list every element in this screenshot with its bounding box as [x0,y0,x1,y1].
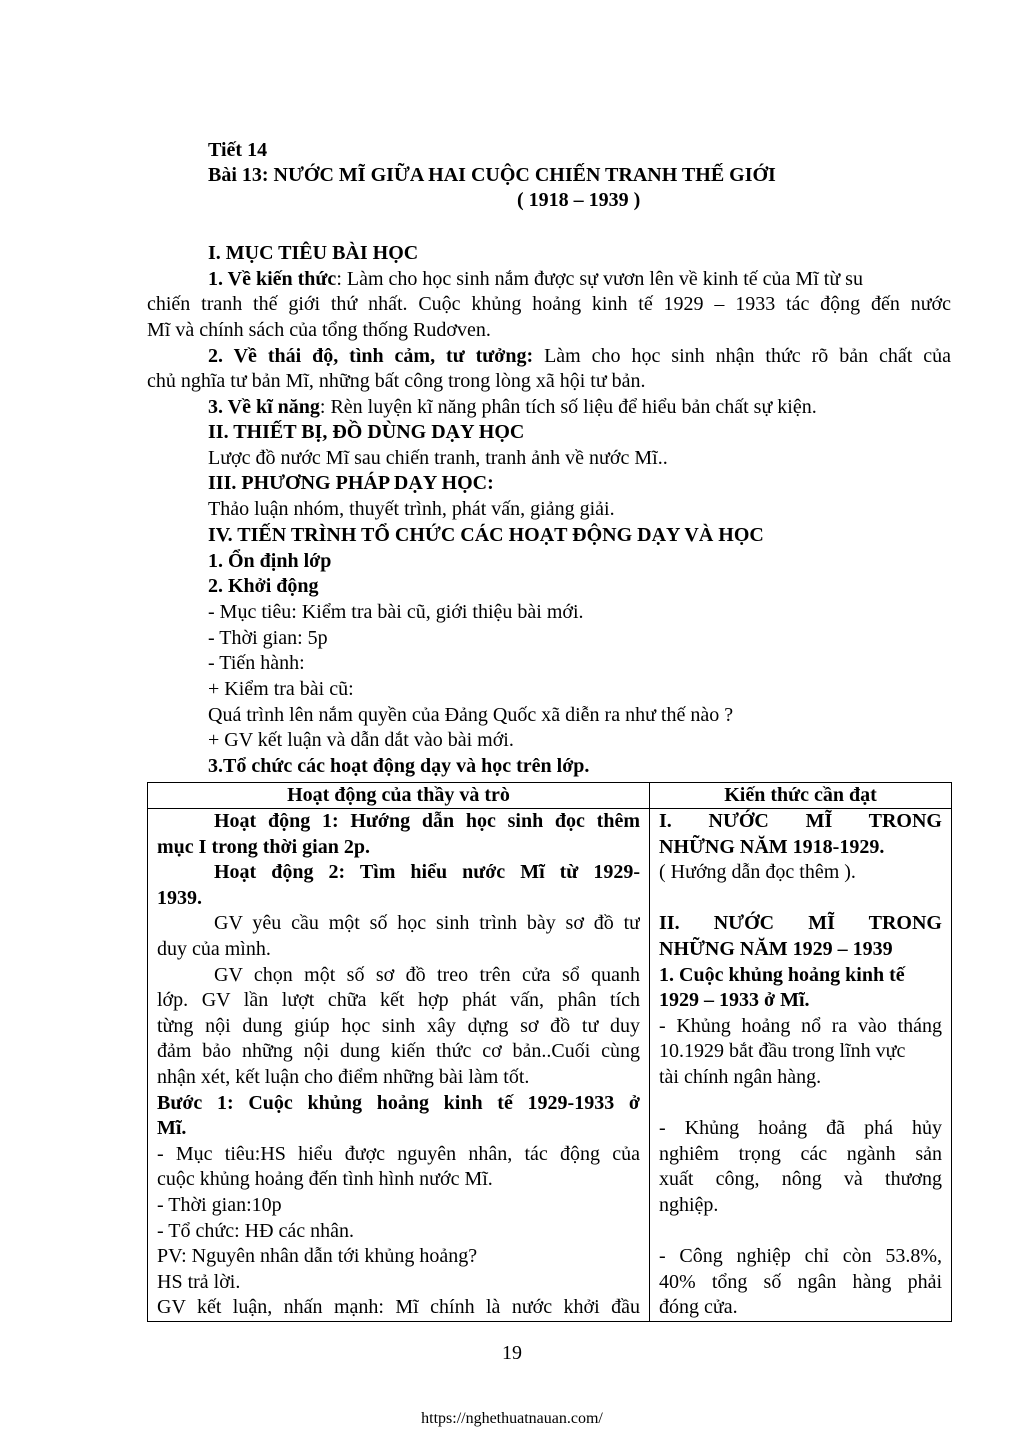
knowledge-cell [650,809,952,1322]
step-class-stabilize: 1. Ổn định lớp [208,550,332,572]
left-line: GV chọn một số sơ đồ treo trên cửa sổ quanh [214,963,640,986]
attitude-text-2: chủ nghĩa tư bản Mĩ, những bất công trong lòng xã hội tư bản. [147,370,646,392]
warmup-time: - Thời gian: 5p [208,627,328,649]
attitude-paragraph-line1 [208,344,951,369]
knowledge-text-2: chiến tranh thế giới thứ nhất. Cuộc khủng hoảng kinh tế 1929 – 1933 tác động đến nước [147,293,951,315]
section-methods-heading: III. PHƯƠNG PHÁP DẠY HỌC: [208,472,494,494]
left-line: từng nội dung giúp học sinh xây dựng sơ đồ tư duy [157,1014,640,1037]
step-warmup: 2. Khởi động [208,575,319,597]
skill-text: : Rèn luyện kĩ năng phân tích số liệu để hiểu bản chất sự kiện. [319,396,817,418]
lesson-activities-table [147,782,952,1322]
table-header-row [148,783,952,809]
right-spacer [659,1091,942,1117]
right-line: - Khủng hoảng nổ ra vào tháng [659,1014,942,1037]
right-line: - Công nghiệp chỉ còn 53.8%, [659,1245,942,1268]
left-line: - Thời gian:10p [157,1193,282,1216]
warmup-check: + Kiểm tra bài cũ: [208,678,354,700]
left-line: Bước 1: Cuộc khủng hoảng kinh tế 1929-1933 ở [157,1091,640,1114]
knowledge-text-1: : Làm cho học sinh nắm được sự vươn lên về kinh tế của Mĩ từ su [336,268,863,290]
table-row [148,809,952,1322]
warmup-goal: - Mục tiêu: Kiểm tra bài cũ, giới thiệu bài mới. [208,601,584,623]
skill-paragraph [208,395,817,420]
methods-text: Thảo luận nhóm, thuyết trình, phát vấn, giảng giải. [208,498,615,520]
warmup-process: - Tiến hành: [208,652,305,674]
left-line: 1939. [157,886,202,909]
right-line: tài chính ngân hàng. [659,1065,822,1088]
left-line: - Tổ chức: HĐ các nhân. [157,1219,355,1242]
right-line: ( Hướng dẫn đọc thêm ). [659,861,856,884]
left-line: lớp. GV lần lượt chữa kết hợp phát vấn, phân tích [157,989,640,1012]
left-line: HS trả lời. [157,1270,241,1293]
left-line: cuộc khủng hoảng đến tình hình nước Mĩ. [157,1168,493,1191]
section-objectives-heading: I. MỤC TIÊU BÀI HỌC [208,242,419,264]
right-line: nghiêm trọng các ngành sản [659,1142,942,1165]
right-line: 1929 – 1933 ở Mĩ. [659,989,810,1012]
warmup-conclusion: + GV kết luận và dẫn dắt vào bài mới. [208,729,514,751]
left-line: duy của mình. [157,937,271,960]
right-line: 10.1929 bắt đầu trong lĩnh vực [659,1040,906,1063]
knowledge-label: 1. Về kiến thức [208,268,337,290]
period-label: Tiết 14 [208,139,268,161]
attitude-text-1: Làm cho học sinh nhận thức rõ bản chất của [533,345,951,367]
right-line: NHỮNG NĂM 1929 – 1939 [659,937,893,960]
left-line: mục I trong thời gian 2p. [157,835,370,858]
right-line: - Khủng hoảng đã phá hủy [659,1117,942,1140]
right-line: 40% tổng số ngân hàng phải [659,1270,942,1293]
section-process-heading: IV. TIẾN TRÌNH TỔ CHỨC CÁC HOẠT ĐỘNG DẠY VÀ HỌC [208,524,764,546]
footer-url[interactable]: https://nghethuatnauan.com/ [421,1410,603,1427]
right-line: nghiệp. [659,1193,719,1216]
section-equipment-heading: II. THIẾT BỊ, ĐỒ DÙNG DẠY HỌC [208,421,525,443]
equipment-text: Lược đồ nước Mĩ sau chiến tranh, tranh ảnh về nước Mĩ.. [208,447,668,469]
right-line: 1. Cuộc khủng hoảng kinh tế [659,963,905,986]
right-line: I. NƯỚC MĨ TRONG [659,810,942,832]
left-line: GV yêu cầu một số học sinh trình bày sơ đồ tư [214,912,640,935]
col-header-activities: Hoạt động của thầy và trò [148,783,650,809]
attitude-label: 2. Về thái độ, tình cảm, tư tưởng: [208,345,534,367]
warmup-question: Quá trình lên nắm quyền của Đảng Quốc xã diễn ra như thế nào ? [208,704,734,726]
right-spacer [659,886,942,912]
lesson-years: ( 1918 – 1939 ) [517,189,641,211]
left-line: đảm bảo những nội dung kiến thức cơ bản..Cuối cùng [157,1040,640,1063]
left-line: - Mục tiêu:HS hiểu được nguyên nhân, tác động của [157,1142,640,1165]
skill-label: 3. Về kĩ năng [208,396,320,418]
right-line: xuất công, nông và thương [659,1168,942,1191]
step-class-activities: 3.Tổ chức các hoạt động dạy và học trên lớp. [208,755,590,777]
left-line: Hoạt động 1: Hướng dẫn học sinh đọc thêm [214,810,640,832]
left-line: nhận xét, kết luận cho điểm những bài làm tốt. [157,1065,530,1088]
knowledge-paragraph-line1 [208,267,951,292]
col-header-knowledge: Kiến thức cần đạt [650,783,952,809]
right-line: đóng cửa. [659,1296,738,1319]
left-line: GV kết luận, nhấn mạnh: Mĩ chính là nước khởi đầu [157,1296,640,1319]
right-line: NHỮNG NĂM 1918-1929. [659,835,885,858]
activities-cell [148,809,650,1322]
lesson-title: Bài 13: NƯỚC MĨ GIỮA HAI CUỘC CHIẾN TRANH THẾ GIỚI [208,164,776,186]
right-line: II. NƯỚC MĨ TRONG [659,912,942,935]
left-line: Hoạt động 2: Tìm hiểu nước Mĩ từ 1929- [214,861,640,884]
left-line: PV: Nguyên nhân dẫn tới khủng hoảng? [157,1245,478,1268]
page-number: 19 [502,1342,522,1364]
left-line: Mĩ. [157,1117,187,1140]
right-spacer [659,1219,942,1245]
knowledge-text-3: Mĩ và chính sách của tổng thống Rudơven. [147,319,491,341]
